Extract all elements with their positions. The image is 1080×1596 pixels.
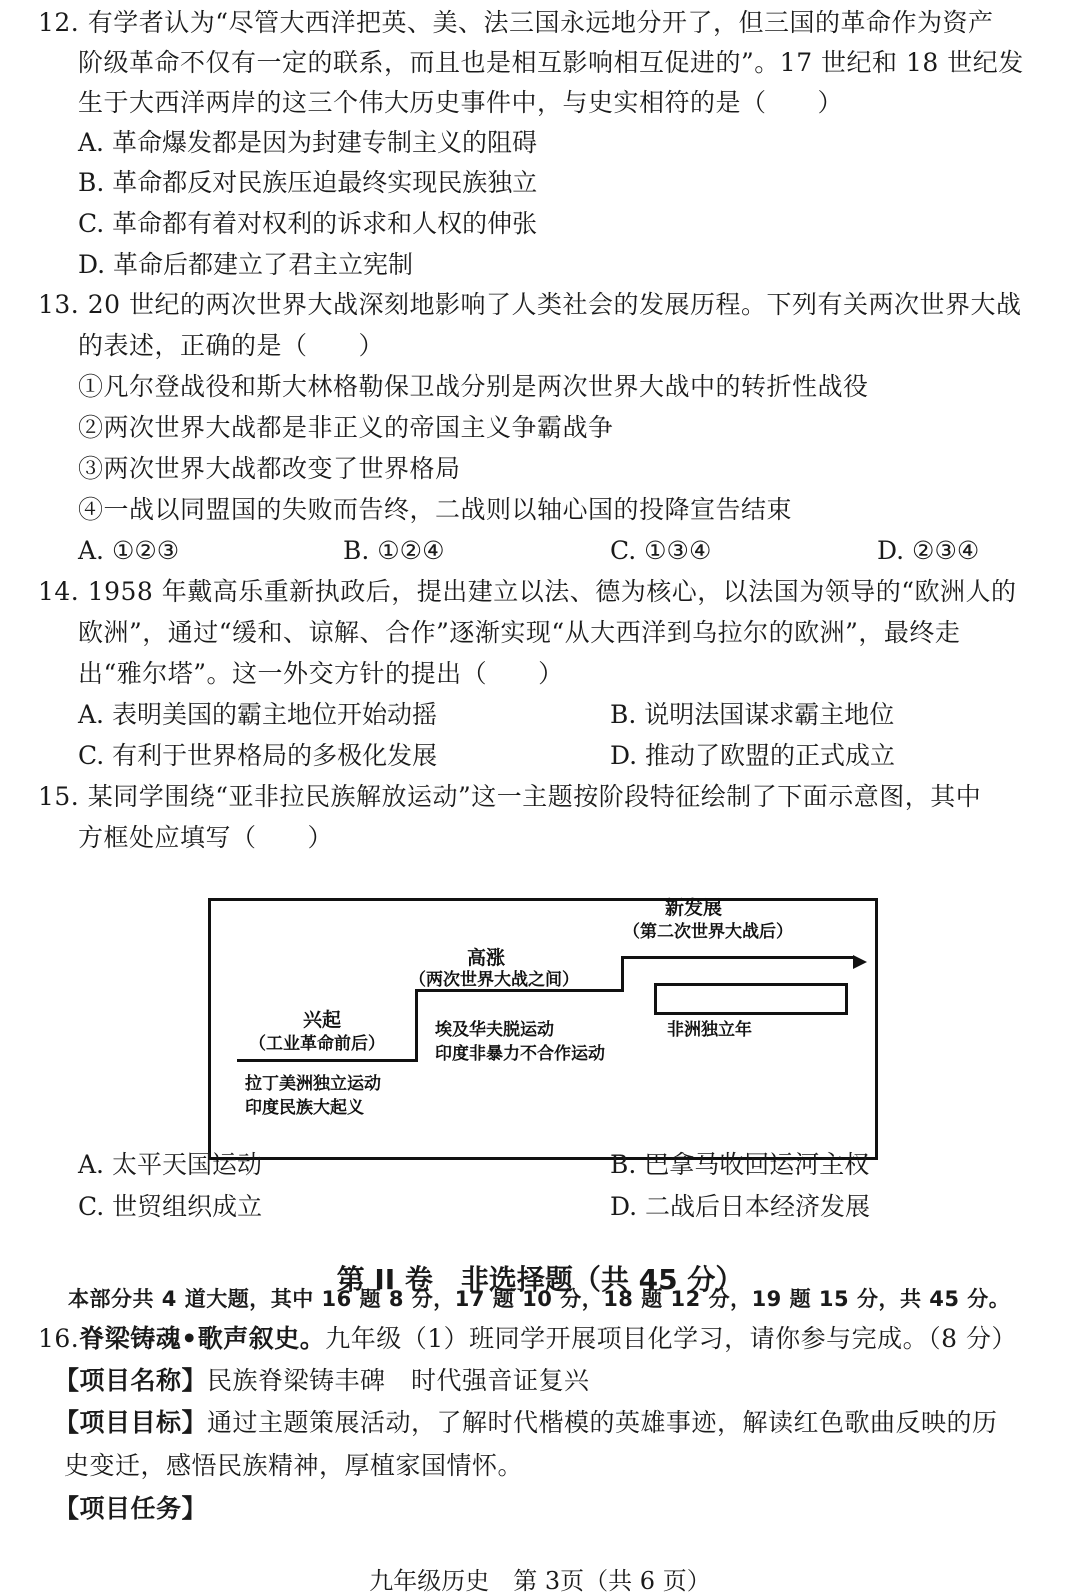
stage2-item-1: 埃及华夫脱运动: [435, 1020, 554, 1040]
q13-item-1: ①凡尔登战役和斯大林格勒保卫战分别是两次世界大战中的转折性战役: [78, 372, 869, 401]
project-goal-label: 【项目目标】: [54, 1408, 208, 1437]
stair-step-1: [237, 1059, 417, 1062]
q14-option-c[interactable]: C. 有利于世界格局的多极化发展: [78, 741, 438, 770]
project-goal-line-2: 史变迁，感悟民族精神，厚植家国情怀。: [64, 1451, 524, 1480]
stage-diagram: [208, 898, 878, 1160]
q13-stem-line-2: 的表述，正确的是（ ）: [78, 331, 385, 360]
stage2-title: 高涨: [467, 947, 506, 969]
q14-stem-line-1: 14. 1958 年戴高乐重新执政后，提出建立以法、德为核心，以法国为领导的“欧洲人的: [38, 577, 1017, 606]
project-name-value: 民族脊梁铸丰碑 时代强音证复兴: [207, 1366, 590, 1395]
q15-option-b[interactable]: B. 巴拿马收回运河主权: [610, 1150, 870, 1179]
q14-option-a[interactable]: A. 表明美国的霸主地位开始动摇: [78, 700, 437, 729]
stage3-item-1: 非洲独立年: [667, 1020, 752, 1040]
q12-option-d[interactable]: D. 革命后都建立了君主立宪制: [78, 250, 414, 279]
stair-step-3: [621, 956, 855, 959]
q13-option-d[interactable]: D. ②③④: [877, 536, 980, 565]
q12-stem-line-3: 生于大西洋两岸的这三个伟大历史事件中，与史实相符的是（ ）: [78, 88, 844, 117]
stage1-item-1: 拉丁美洲独立运动: [245, 1074, 381, 1094]
stage1-title: 兴起: [303, 1009, 342, 1031]
q13-option-b[interactable]: B. ①②④: [343, 536, 445, 565]
page-footer: 九年级历史 第 3页（共 6 页）: [369, 1567, 711, 1595]
q13-option-a[interactable]: A. ①②③: [78, 536, 180, 565]
q12-stem-line-1: 12. 有学者认为“尽管大西洋把英、美、法三国永远地分开了，但三国的革命作为资产: [38, 8, 994, 37]
section-2-title: 第 II 卷 非选择题（共 45 分）: [336, 1263, 744, 1296]
q14-stem-line-2: 欧洲”，通过“缓和、谅解、合作”逐渐实现“从大西洋到乌拉尔的欧洲”，最终走: [78, 618, 961, 647]
project-goal-line-1: 通过主题策展活动，了解时代楷模的英雄事迹，解读红色歌曲反映的历: [207, 1408, 998, 1437]
q15-stem-line-2: 方框处应填写（ ）: [78, 823, 334, 852]
answer-blank-box[interactable]: [654, 983, 848, 1015]
q16-heading: 脊梁铸魂•歌声叙史。: [79, 1324, 326, 1353]
q13-item-4: ④一战以同盟国的失败而告终，二战则以轴心国的投降宣告结束: [78, 495, 793, 524]
q16-project-name: [54, 1364, 590, 1398]
q14-option-b[interactable]: B. 说明法国谋求霸主地位: [610, 700, 895, 729]
q13-item-2: ②两次世界大战都是非正义的帝国主义争霸战争: [78, 413, 614, 442]
q16-intro-line: [38, 1322, 1017, 1356]
q15-option-c[interactable]: C. 世贸组织成立: [78, 1192, 263, 1221]
arrow-head-icon: [853, 955, 867, 969]
q16-number: 16.: [38, 1324, 80, 1353]
q16-intro: 九年级（1）班同学开展项目化学习，请你参与完成。（8 分）: [325, 1324, 1018, 1353]
q15-stem-line-1: 15. 某同学围绕“亚非拉民族解放运动”这一主题按阶段特征绘制了下面示意图，其中: [38, 782, 982, 811]
q13-stem-line-1: 13. 20 世纪的两次世界大战深刻地影响了人类社会的发展历程。下列有关两次世界大战: [38, 290, 1022, 319]
q12-stem-line-2: 阶级革命不仅有一定的联系，而且也是相互影响相互促进的”。17 世纪和 18 世纪发: [78, 48, 1024, 77]
project-name-label: 【项目名称】: [54, 1366, 208, 1395]
stage3-subtitle: （第二次世界大战后）: [623, 922, 793, 942]
q16-project-goal: [54, 1406, 998, 1440]
q12-option-c[interactable]: C. 革命都有着对权利的诉求和人权的伸张: [78, 209, 538, 238]
stair-riser-1: [415, 989, 418, 1062]
q14-option-d[interactable]: D. 推动了欧盟的正式成立: [610, 741, 896, 770]
stage3-title: 新发展: [665, 897, 723, 919]
q12-option-a[interactable]: A. 革命爆发都是因为封建专制主义的阻碍: [78, 128, 537, 157]
stage2-item-2: 印度非暴力不合作运动: [435, 1044, 605, 1064]
stage2-subtitle: （两次世界大战之间）: [409, 970, 579, 990]
q13-item-3: ③两次世界大战都改变了世界格局: [78, 454, 461, 483]
q15-option-a[interactable]: A. 太平天国运动: [78, 1150, 262, 1179]
stair-riser-2: [621, 956, 624, 992]
stage1-item-2: 印度民族大起义: [245, 1098, 364, 1118]
q15-option-d[interactable]: D. 二战后日本经济发展: [610, 1192, 871, 1221]
stage1-subtitle: （工业革命前后）: [249, 1034, 385, 1054]
q14-stem-line-3: 出“雅尔塔”。这一外交方针的提出（ ）: [78, 659, 564, 688]
q13-option-c[interactable]: C. ①③④: [610, 536, 712, 565]
section-2-description: 本部分共 4 道大题，其中 16 题 8 分，17 题 10 分，18 题 12 分，19 题 15 分，共 45 分。: [68, 1287, 1011, 1311]
q12-option-b[interactable]: B. 革命都反对民族压迫最终实现民族独立: [78, 168, 538, 197]
project-task-label: 【项目任务】: [54, 1494, 208, 1523]
